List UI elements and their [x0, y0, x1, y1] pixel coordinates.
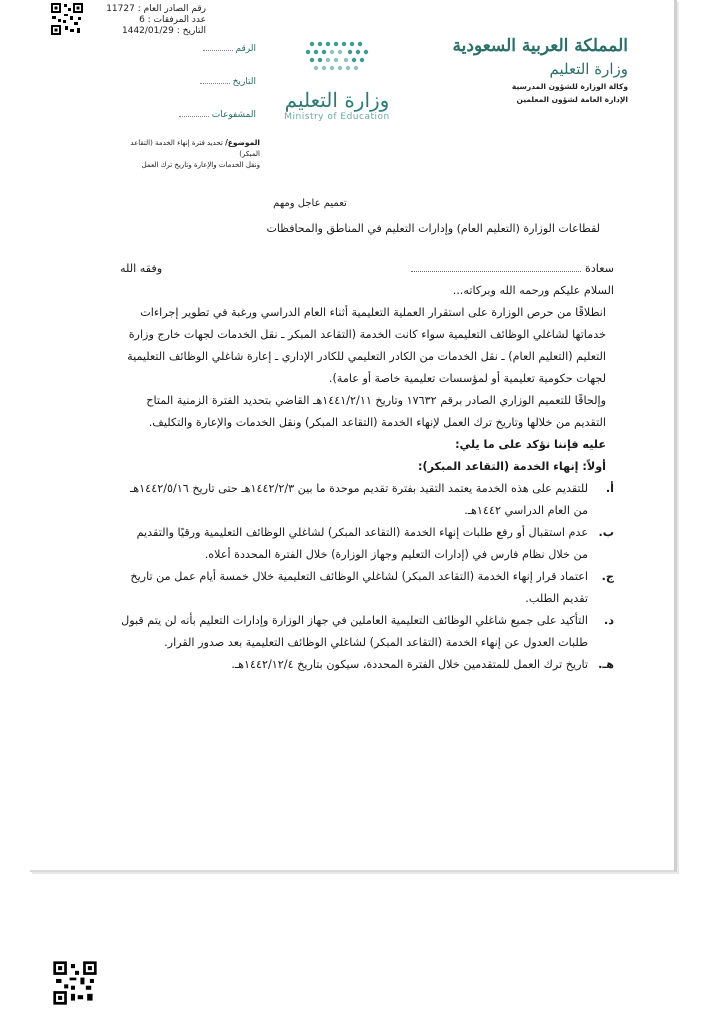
number-dots	[203, 50, 233, 51]
salutation-start	[407, 258, 614, 280]
letter-title: تعميم عاجل ومهم	[273, 198, 347, 209]
item-mark: أ.	[605, 482, 614, 495]
subject-line	[120, 137, 260, 171]
salutation-end: وفقه الله	[120, 262, 163, 275]
issue-stamp	[88, 4, 206, 37]
greeting: السلام عليكم ورحمه الله وبركاته...	[452, 284, 614, 297]
item-text: التأكيد على جميع شاغلي الوظائف التعليمية العاملين في جهاز الوزارة وإدارات التعليم بأنه لن يتم قبول طلبات العدول عن إنهاء الخدمة (التقاعد المبكر) لشاغلي الوظائف التعليمية بعد صدور القرار.	[121, 614, 588, 649]
stamp-line: رقم الصادر العام : 11727	[106, 4, 206, 14]
agency-name: وكالة الوزارة للشؤون المدرسية	[511, 82, 628, 91]
letter-body	[120, 258, 614, 676]
logo-text-english: Ministry of Education	[284, 112, 390, 122]
item-text: تاريخ ترك العمل للمتقدمين خلال الفترة المحددة، سيكون بتاريخ ١٤٤٢/١٢/٤هـ.	[231, 658, 588, 671]
list-item	[120, 478, 614, 522]
stamp-line: التاريخ : 1442/01/29	[122, 26, 206, 36]
item-text: عدم استقبال أو رفع طلبات إنهاء الخدمة (التقاعد المبكر) لشاغلي الوظائف التعليمية ورقيًا والتقديم من خلال نظام فارس في (إدارات التعليم وجهاز الوزارة) خلال الفترة المحددة أعلاه.	[136, 526, 588, 561]
reference-fields	[176, 44, 256, 143]
item-text: للتقديم على هذه الخدمة يعتمد التقيد بفترة تقديم موحدة ما بين ١٤٤٢/٢/٣هـ حتى تاريخ ١٤٤٢/٥/١٦هـ من العام الدراسي ١٤٤٢هـ.	[129, 482, 588, 517]
qr-code-bottom	[52, 960, 98, 1006]
letterhead-right	[438, 36, 628, 104]
list-item	[120, 522, 614, 566]
paragraph-1: انطلاقًا من حرص الوزارة على استقرار العملية التعليمية أثناء العام الدراسي ورغبة في تطوير إجراءات خدماتها لشاغلي الوظائف التعليمية سواء كانت الخدمة (التقاعد المبكر ـ نقل الخدمات لجهات خارج وزارة التعليم (التعليم العام) ـ نقل الخدمات من الكادر التعليمي للكادر الإداري ـ إعارة شاغلي الوظائف التعليمية لجهات حكومية تعليمية أو لمؤسسات تعليمية خاصة أو عامة).	[127, 306, 606, 385]
item-mark: هـ.	[598, 658, 614, 671]
subject-label: الموضوع/	[225, 138, 260, 147]
item-mark: ج.	[601, 570, 614, 583]
date-field	[176, 77, 256, 110]
subject-text-2: ونقل الخدمات والإعارة وتاريخ ترك العمل	[141, 161, 260, 169]
list-item	[120, 610, 614, 654]
salutation-word: سعادة	[584, 262, 614, 275]
salutation-dots	[411, 271, 581, 272]
date-dots	[200, 83, 230, 84]
salutation-line	[120, 258, 614, 280]
ministry-logo	[272, 38, 402, 122]
number-label: الرقم	[235, 44, 256, 54]
attachments-dots	[179, 116, 209, 117]
number-field	[176, 44, 256, 77]
list-item	[120, 566, 614, 610]
section-heading: أولاً: إنهاء الخدمة (التقاعد المبكر):	[417, 460, 606, 473]
subject-text: تحديد فترة إنهاء الخدمة (التقاعد المبكر)	[130, 139, 260, 158]
item-mark: د.	[604, 614, 614, 627]
confirm-line: عليه فإننا نؤكد على ما يلي:	[455, 438, 606, 451]
date-label: التاريخ	[232, 77, 256, 87]
kingdom-name: المملكة العربية السعودية	[452, 36, 628, 56]
logo-dots-icon	[302, 38, 372, 82]
list-item	[120, 654, 614, 676]
paragraph-2: وإلحاقًا للتعميم الوزاري الصادر برقم ١٧٦٣٢ وتاريخ ١٤٤١/٢/١١هـ القاضي بتحديد الفترة الزمنية المتاح التقديم من خلالها وتاريخ ترك العمل لإنهاء الخدمة (التقاعد المبكر) ونقل الخدمات والإعارة والتكليف.	[146, 394, 606, 429]
qr-code-top	[50, 2, 84, 36]
stamp-line: عدد المرفقات : 6	[139, 15, 206, 25]
attachments-label: المشفوعات	[211, 110, 256, 120]
logo-text-arabic: وزارة التعليم	[284, 88, 390, 112]
letter-recipients: لقطاعات الوزارة (التعليم العام) وإدارات التعليم في المناطق والمحافظات	[266, 222, 600, 235]
item-text: اعتماد قرار إنهاء الخدمة (التقاعد المبكر) لشاغلي الوظائف التعليمية خلال خمسة أيام عمل من تاريخ تقديم الطلب.	[130, 570, 588, 605]
department-name: الإدارة العامة لشؤون المعلمين	[516, 95, 628, 104]
ministry-name: وزارة التعليم	[549, 60, 628, 78]
item-mark: ب.	[598, 526, 614, 539]
